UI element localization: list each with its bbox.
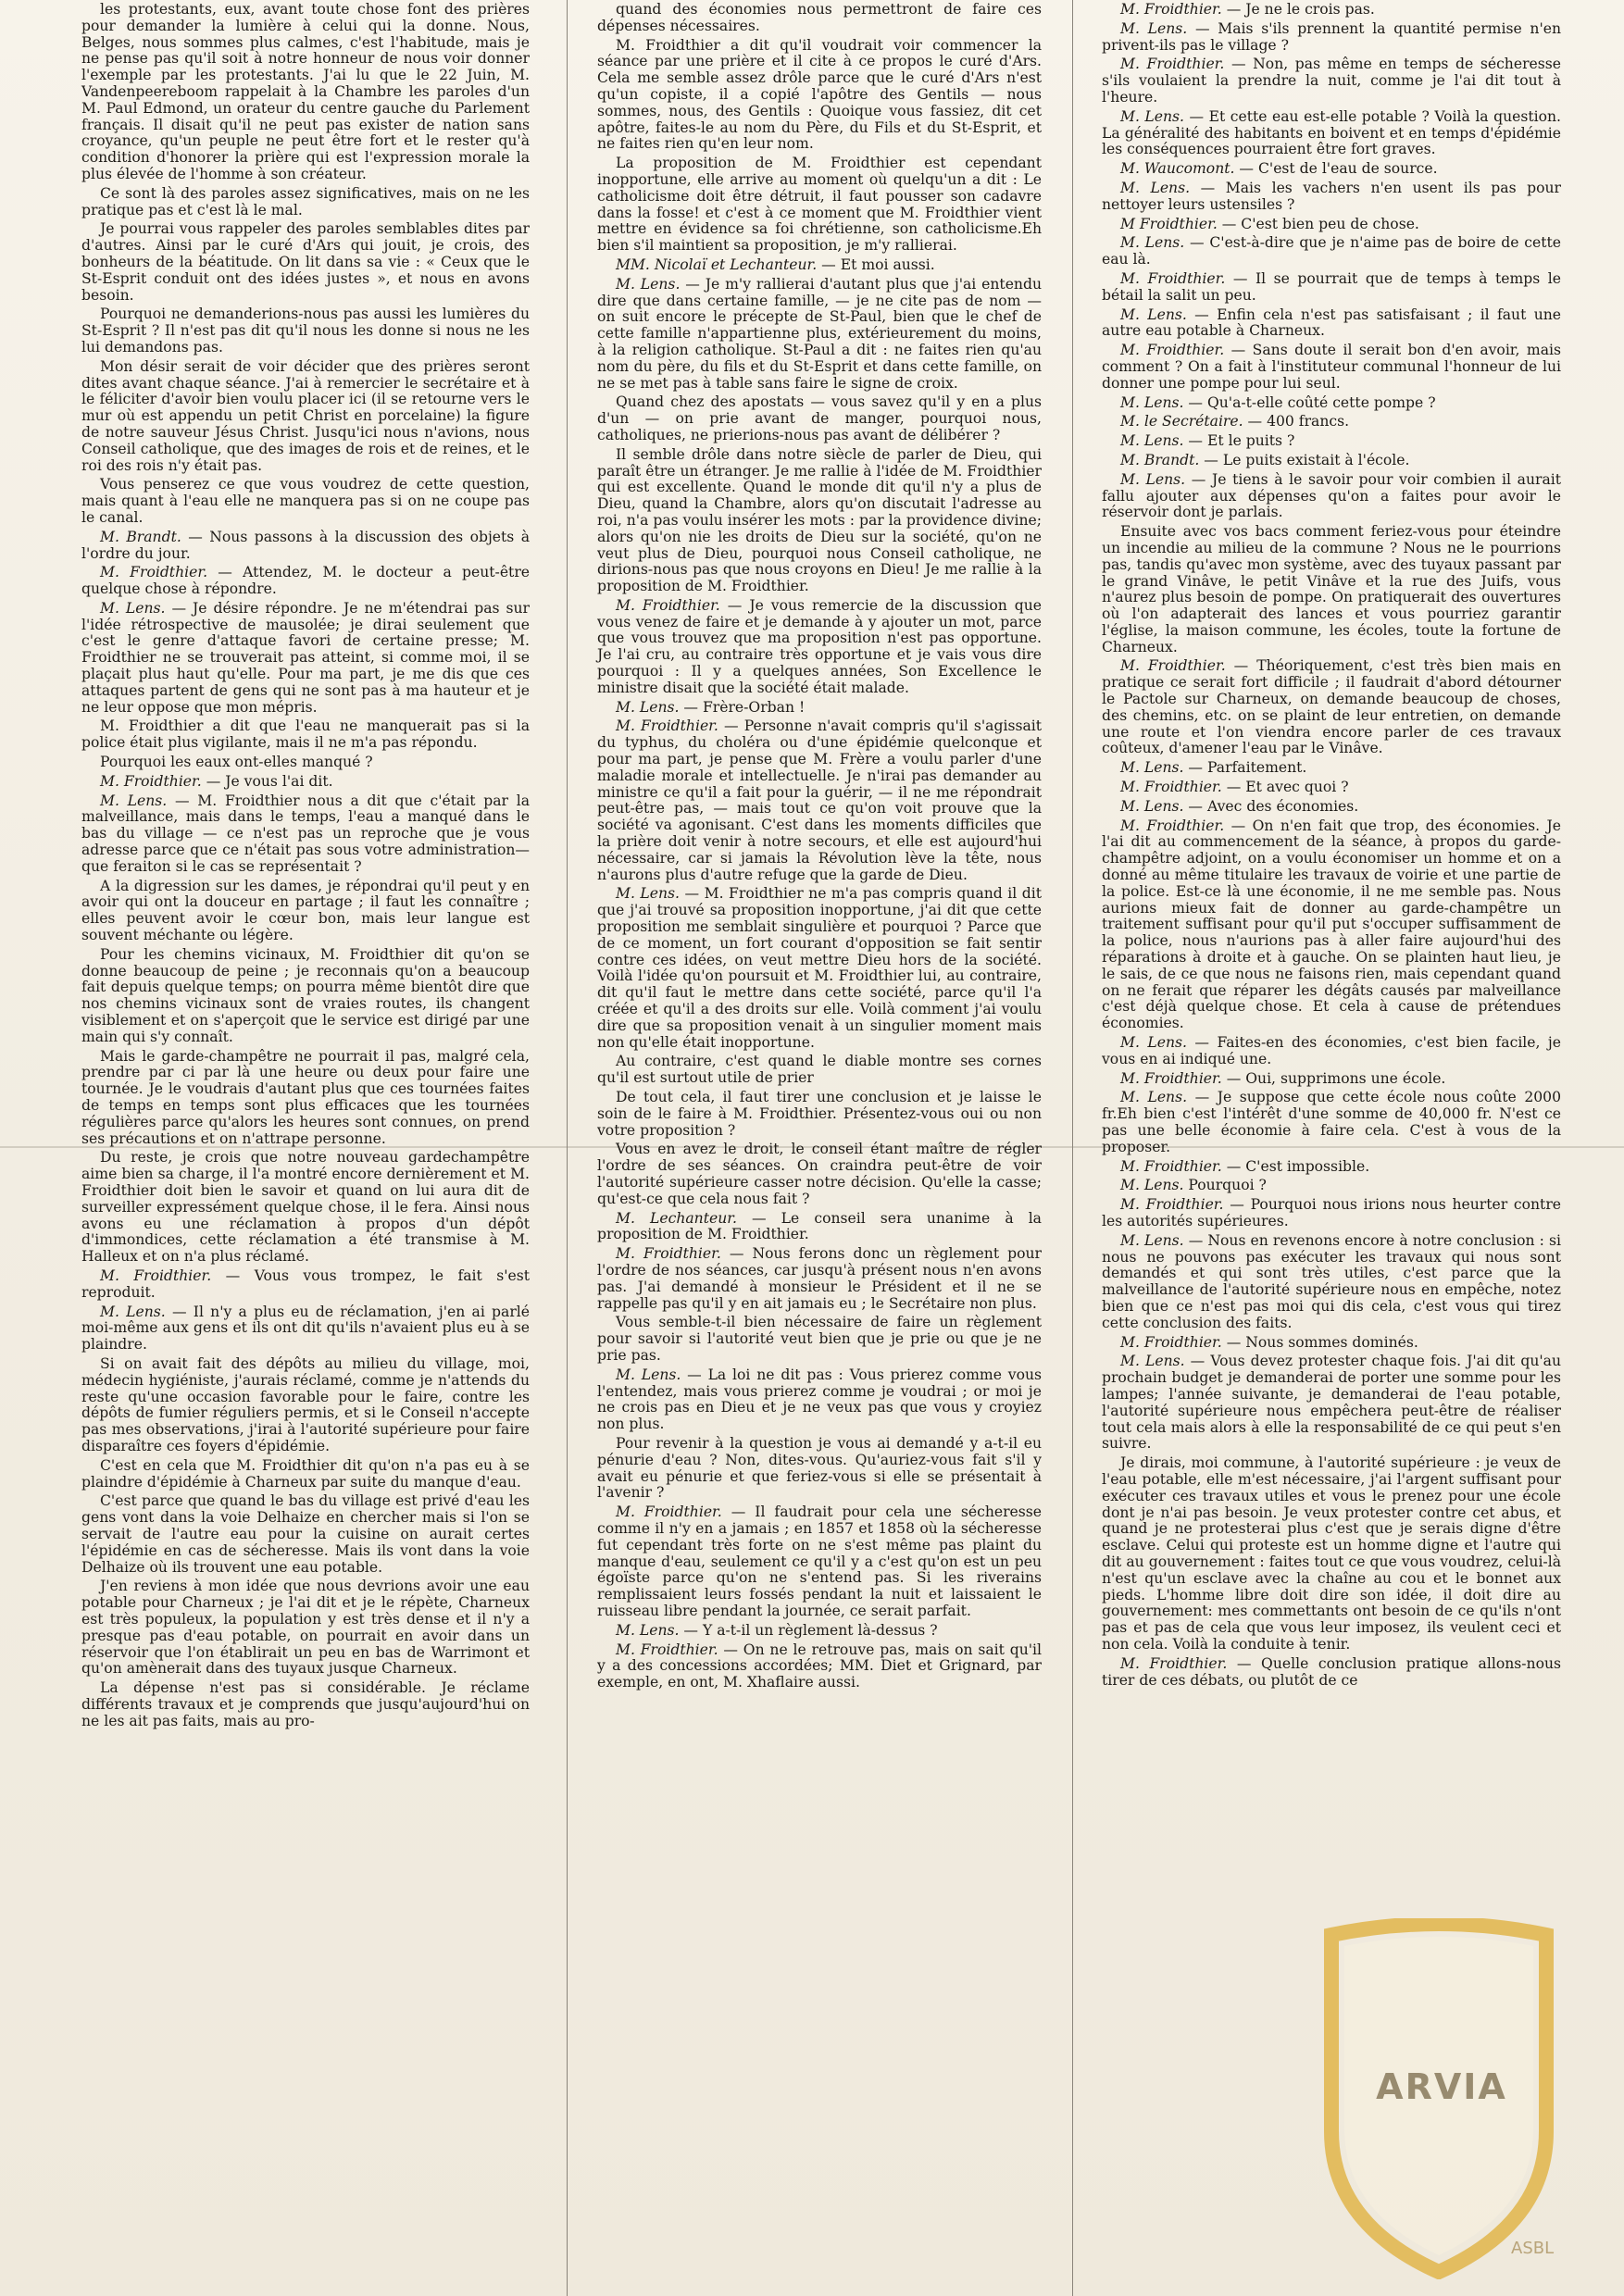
paragraph	[1102, 1071, 1561, 1088]
paragraph-text: — M. Froidthier nous a dit que c'était par la malveillance, mais dans le temps, l'eau a manqué dans le bas du village — ce n'est pas un reproche que je vous adresse parce que ce n'était pas sous votre administration—que feraiton si le cas se représentait ?	[81, 792, 531, 875]
paragraph	[1102, 343, 1561, 392]
paragraph	[81, 1458, 530, 1491]
paragraph-text: — C'est impossible.	[1221, 1157, 1370, 1175]
paragraph	[597, 394, 1042, 443]
paragraph-text: — Je vous remercie de la discussion que vous venez de faire et je demande à y ajouter un mot, parce que vous trouvez que ma proposition n'est pas opportune. Je l'ai cru, au contraire très opportune et je vais vous dire pourquoi : Il y a quelques années, Son Excellence le ministre disait que la société était malade.	[597, 596, 1042, 696]
paragraph-text: Mais le garde-champêtre ne pourrait il pas, malgré cela, prendre par ci par là une heure ou deux pour faire une tournée. Je le voudrais d'autant plus que ces tournées faites de temps en temps sont plus efficaces que les tournées régulières parce qu'alors les heures sont connues, on prend ses précautions et on n'attrape personne.	[81, 1047, 530, 1147]
speaker-name: M. Lens.	[1120, 234, 1185, 252]
paragraph-text: — Frère-Orban !	[679, 698, 806, 716]
paragraph-text: — Oui, supprimons une école.	[1221, 1069, 1446, 1087]
paragraph	[597, 1246, 1042, 1312]
paragraph	[81, 1304, 530, 1354]
speaker-name: M. Lens.	[1120, 797, 1184, 815]
paragraph-text: — La loi ne dit pas : Vous prierez comme vous l'entendez, mais vous prierez comme je voudrai ; or moi je ne crois pas en Dieu et je ne veux pas que vous y croyiez non plus.	[597, 1366, 1043, 1433]
paragraph-text: — Je suppose que cette école nous coûte 2000 fr.Eh bien c'est l'intérêt d'une somme de 40,000 fr. N'est ce pas une belle économie à faire cela. C'est à vous de la proposer.	[1102, 1089, 1561, 1155]
paragraph-text: — Parfaitement.	[1183, 759, 1307, 777]
paragraph-text: — Nous en revenons encore à notre conclusion : si nous ne pouvons pas exécuter les travaux qui nous sont demandés et qui sont très utiles, c'est parce que la malveillance de l'autorité supérieure nous en empêche, notez bien que ce n'est pas moi qui dis cela, c'est vous qui tirez cette conclusion des faits.	[1102, 1231, 1561, 1331]
speaker-name: M. Froidthier.	[100, 1267, 212, 1284]
paragraph	[1102, 760, 1561, 777]
paragraph-text: — Quelle conclusion pratique allons-nous tirer de ces débats, ou plutôt de ce	[1102, 1654, 1562, 1689]
speaker-name: M. Lens.	[1120, 1089, 1188, 1106]
paragraph	[1102, 307, 1561, 341]
paragraph-text: Pourquoi les eaux ont-elles manqué ?	[100, 754, 373, 771]
paragraph	[597, 277, 1042, 393]
paragraph	[1102, 780, 1561, 796]
speaker-name: M. Lens.	[1120, 759, 1184, 777]
arvia-logo-text: ARVIA	[1376, 2066, 1507, 2107]
speaker-name: M. Froidthier.	[616, 718, 718, 735]
paragraph-text: Vous en avez le droit, le conseil étant maître de régler l'ordre de ses séances. On craindra peut-être de voir l'autorité supérieure casser notre décision. Qu'elle la casse; qu'est-ce que cela nous fait ?	[597, 1141, 1042, 1207]
paragraph	[597, 1054, 1042, 1087]
paragraph	[81, 755, 530, 771]
paragraph	[597, 700, 1042, 717]
speaker-name: M. Lens.	[616, 698, 680, 716]
paragraph	[597, 38, 1042, 154]
paragraph	[81, 718, 530, 752]
speaker-name: M. Froidthier.	[616, 1504, 722, 1521]
paragraph-text: M. Froidthier a dit qu'il voudrait voir commencer la séance par une prière et il cite à ce propos le curé d'Ars. Cela me semble assez drôle parce que le curé d'Ars n'est qu'un copiste, il a copié l'apôtre des Gentils — nous sommes, nous, des Gentils : Quoique vous fassiez, dit cet apôtre, faites-le au nom du Père, du Fils et du St-Esprit, et ne faites rien qu'en leur nom.	[597, 36, 1042, 153]
paragraph-text: De tout cela, il faut tirer une conclusion et je laisse le soin de le faire à M. Froidthier. Présentez-vous oui ou non votre proposition ?	[597, 1089, 1042, 1139]
paragraph	[1102, 453, 1561, 469]
paragraph-text: Pour revenir à la question je vous ai demandé y a-t-il eu pénurie d'eau ? Non, dites-vous. Qu'auriez-vous fait s'il y avait eu pénurie et que feriez-vous si elle se présentait à l'avenir ?	[597, 1434, 1042, 1502]
paragraph	[597, 1436, 1042, 1502]
paragraph-text: Pourquoi ne demanderions-nous pas aussi les lumières du St-Esprit ? Il n'est pas dit qu'il nous les donne si nous ne les lui demandons pas.	[81, 306, 530, 356]
paragraph-text: — Attendez, M. le docteur a peut-être quelque chose à répondre.	[81, 564, 531, 598]
speaker-name: M. Lens.	[1120, 1177, 1184, 1194]
speaker-name: M. Brandt.	[1120, 451, 1200, 468]
paragraph-text: — C'est-à-dire que je n'aime pas de boire de cette eau là.	[1102, 234, 1561, 268]
paragraph	[81, 1150, 530, 1266]
paragraph-text: C'est parce que quand le bas du village est privé d'eau les gens vont dans la voie Delhaize en chercher mais si l'on se servait de l'autre eau pour la cuisine on aurait certes l'épidémie en cas de sécheresse. Mais ils vont dans la voie Delhaize où ils trouvent une eau potable.	[81, 1492, 530, 1576]
speaker-name: M. Froidthier.	[1120, 1069, 1222, 1087]
paragraph	[1102, 799, 1561, 816]
paragraph-text: — Je désire répondre. Je ne m'étendrai pas sur l'idée rétrospective de mausolée; je dirai seulement que c'est le genre d'attaque favori de certaine presse; M. Froidthier ne se trouverait pas atteint, si comme moi, il se plaçait plus haut qu'elle. Pour ma part, je me dis que ces attaques partent de gens qui ne sont pas à ma hauteur et je ne leur oppose que mon mépris.	[81, 599, 530, 716]
paragraph-text: Pour les chemins vicinaux, M. Froidthier dit qu'on se donne beaucoup de peine ; je reconnais qu'on a beaucoup fait depuis quelque temps; on pourra même bientôt dire que nos chemins vicinaux sont de vraies routes, ils changent visiblement et on s'aperçoit que le service est dirigé par une main qui s'y connaît.	[81, 945, 530, 1045]
paragraph-text: — M. Froidthier ne m'a pas compris quand il dit que j'ai trouvé sa proposition inopportune, j'ai dit que cette proposition me semblait singulière et pourquoi ? Parce que de ce moment, un fort courant d'opposition se fait sentir contre ces idées, on veut mettre Dieu hors de la société. Voilà l'idée qu'on poursuit et M. Froidthier lui, au contraire, dit qu'il faut le mettre dans cette société, parce qu'il l'a créée et qu'il a des droits sur elle. Voilà comment j'ai voulu dire que sa proposition venait à un singulier moment mais non qu'elle était inopportune.	[597, 885, 1042, 1051]
speaker-name: MM. Nicolaï et Lechanteur.	[616, 256, 818, 273]
paragraph	[81, 2, 530, 183]
paragraph-text: M. Froidthier a dit que l'eau ne manquerait pas si la police était plus vigilante, mais il ne m'a pas répondu.	[81, 718, 530, 752]
paragraph	[597, 1315, 1042, 1364]
paragraph	[81, 774, 530, 791]
paragraph-text: — Nous passons à la discussion des objets à l'ordre du jour.	[81, 528, 530, 562]
paragraph	[81, 186, 530, 219]
paragraph	[1102, 1656, 1561, 1690]
paragraph	[597, 1367, 1042, 1433]
paragraph-text: — Théoriquement, c'est très bien mais en pratique ce serait fort difficile ; il faudrait d'abord détourner le Pactole sur Charneux, on demande beaucoup de choses, des chemins, etc. on se plaint de leur entretien, on demande une route et l'on viendra encore parler de ces travaux coûteux, d'amener l'eau par le Vinâve.	[1102, 657, 1561, 757]
paragraph	[1102, 235, 1561, 268]
paragraph-text: — Y a-t-il un règlement là-dessus ?	[679, 1621, 938, 1639]
paragraph	[1102, 56, 1561, 106]
speaker-name: M. Lens.	[1120, 393, 1184, 411]
speaker-name: M. Froidthier.	[1120, 779, 1222, 796]
paragraph-text: — C'est bien peu de chose.	[1217, 215, 1419, 232]
paragraph-text: — Le conseil sera unanime à la proposition de M. Froidthier.	[597, 1209, 1042, 1243]
paragraph	[1102, 1197, 1561, 1230]
speaker-name: M. Lens.	[100, 599, 166, 617]
paragraph	[1102, 1354, 1561, 1453]
paragraph	[597, 257, 1042, 274]
paragraph-text: — Non, pas même en temps de sécheresse s'ils voulaient la prendre la nuit, comme je l'ai dit tout à l'heure.	[1102, 56, 1561, 106]
speaker-name: M. Lechanteur.	[616, 1209, 737, 1227]
paragraph	[1102, 524, 1561, 655]
speaker-name: M. Waucomont.	[1120, 160, 1235, 178]
paragraph-text: — Nous sommes dominés.	[1221, 1333, 1418, 1351]
paragraph	[597, 598, 1042, 697]
paragraph-text: Quand chez des apostats — vous savez qu'il y en a plus d'un — on prie avant de manger, pourquoi nous, catholiques, ne prierions-nous pas avant de délibérer ?	[597, 393, 1042, 443]
speaker-name: M. Froidthier.	[100, 772, 202, 790]
paragraph	[81, 1356, 530, 1455]
speaker-name: M. Froidthier.	[1120, 657, 1226, 675]
paragraph	[1102, 161, 1561, 178]
paragraph	[81, 1578, 530, 1678]
paragraph	[597, 1504, 1042, 1620]
paragraph-text: Au contraire, c'est quand le diable montre ses cornes qu'il est surtout utile de prier	[597, 1053, 1042, 1087]
paragraph	[597, 886, 1042, 1051]
paragraph	[1102, 1233, 1561, 1332]
speaker-name: M. Lens.	[616, 1621, 680, 1639]
paragraph-text: — Il se pourrait que de temps à temps le bétail la salit un peu.	[1102, 269, 1562, 304]
paragraph	[1102, 2, 1561, 19]
speaker-name: M. Lens.	[100, 792, 168, 809]
paragraph	[597, 447, 1042, 595]
speaker-name: M. Lens.	[1120, 179, 1191, 196]
paragraph-text: Mon désir serait de voir décider que des prières seront dites avant chaque séance. J'ai à remercier le secrétaire et à le féliciter d'avoir bien voulu placer ici (il se retourne vers le mur où est appendu un petit Christ en porcelaine) la figure de notre sauveur Jésus Christ. Jusqu'ici nous n'avions, nous Conseil catholique, que des images de rois et de reines, et le roi des rois n'y était pas.	[81, 357, 530, 474]
paragraph	[1102, 1090, 1561, 1155]
paragraph	[1102, 818, 1561, 1032]
paragraph-text: — Et moi aussi.	[817, 256, 935, 273]
speaker-name: M. Froidthier.	[1120, 56, 1225, 73]
paragraph	[1102, 433, 1561, 450]
paragraph-text: Pourquoi ?	[1183, 1177, 1267, 1194]
paragraph-text: — Qu'a-t-elle coûté cette pompe ?	[1183, 393, 1436, 411]
speaker-name: M. Froidthier.	[1120, 1157, 1222, 1175]
paragraph	[1102, 109, 1561, 158]
speaker-name: M. Lens.	[1120, 1231, 1184, 1249]
asbl-label: ASBL	[1511, 2239, 1555, 2258]
paragraph-text: C'est en cela que M. Froidthier dit qu'on n'a pas eu à se plaindre d'épidémie à Charneux par suite du manque d'eau.	[81, 1456, 530, 1491]
paragraph	[81, 947, 530, 1046]
paragraph-text: — Je m'y rallierai d'autant plus que j'ai entendu dire que dans certaine famille, — je ne cite pas de nom — on suit encore le précepte de St-Paul, bien que le chef de cette famille n'appartienne plus, extérieurement du moins, à la religion catholique. St-Paul a dit : ne faites rien qu'au nom du père, du fils et du St-Esprit et dans cette famille, on ne se met pas à table sans faire le signe de croix.	[597, 275, 1042, 392]
paragraph	[81, 1680, 530, 1729]
paragraph	[81, 601, 530, 717]
paragraph-text: Du reste, je crois que notre nouveau gardechampêtre aime bien sa charge, il l'a montré encore dernièrement et M. Froidthier doit bien le savoir et quand on lui aura dit de surveiller expressément quelque chose, il le fera. Ainsi nous avons eu une réclamation à propos d'un dépôt d'immondices, cette réclamation a été transmise à M. Halleux et on n'a plus réclamé.	[81, 1149, 530, 1266]
column-rule	[567, 0, 568, 2296]
paragraph	[81, 793, 530, 876]
speaker-name: M. Froidthier.	[1120, 342, 1225, 359]
speaker-name: M. Lens.	[1120, 107, 1185, 125]
paragraph-text: — Et cette eau est-elle potable ? Voilà la question. La généralité des habitants en boivent et en temps d'épidémie les conséquences pourraient être fort graves.	[1102, 107, 1562, 158]
speaker-name: M. Froidthier.	[100, 564, 208, 581]
paragraph-text: — On ne le retrouve pas, mais on sait qu'il y a des concessions accordées; MM. Diet et Grignard, par exemple, en ont, M. Xhaflaire aussi.	[597, 1641, 1043, 1691]
paragraph-text: — Je ne le crois pas.	[1221, 1, 1375, 18]
paragraph-text: Vous semble-t-il bien nécessaire de faire un règlement pour savoir si l'autorité veut bien que je prie ou que je ne prie pas.	[597, 1314, 1042, 1364]
paragraph	[1102, 1455, 1561, 1653]
paragraph	[1102, 1178, 1561, 1194]
paragraph-text: — On n'en fait que trop, des économies. Je l'ai dit au commencement de la séance, à propos du garde-champêtre adjoint, on a voulu économiser un homme et on a donné au même titulaire les travaux de voirie et une partie de la police. Est-ce là une économie, il ne me semble pas. Nous aurions mieux fait de donner au garde-champêtre un traitement suffisant pour qu'il put s'occuper suffisamment de la police, nous n'aurions pas à aller faire aujourd'hui des réparations à droite et à gauche. On se plainten haut lieu, je le sais, de ce que nous ne faisons rien, mais cependant quand on ne ferait que réparer les dégâts causés par malveillance c'est déjà quelque chose. Et cela à cause de prétendues économies.	[1102, 817, 1562, 1032]
paragraph-text: Ensuite avec vos bacs comment feriez-vous pour éteindre un incendie au milieu de la commune ? Nous ne le pourrions pas, tandis qu'avec mon système, avec des tuyaux passant par le grand Vinâve, le petit Vinâve et la rue des Juifs, vous n'aurez plus besoin de pompe. On pratiquerait des ouvertures où l'on adapterait des lances et vous pourriez garantir l'église, la maison commune, les écoles, toute la fortune de Charneux.	[1102, 523, 1561, 655]
paragraph-text: — Le puits existait à l'école.	[1199, 451, 1410, 468]
speaker-name: M. Lens.	[616, 1366, 681, 1383]
paragraph	[1102, 472, 1561, 521]
paragraph-text: — Personne n'avait compris qu'il s'agissait du typhus, du choléra ou d'une épidémie quelconque et pour ma part, je pense que M. Frère a voulu parler d'une maladie morale et intellectuelle. Je n'irai pas demander au ministre ce qu'il a fait pour la guérir, — il ne me répondrait peut-être pas, — mais tout ce qu'on voit prouve que la société va agonisant. C'est dans les moments difficiles que la prière doit venir à notre secours, et elle est aujourd'hui nécessaire, car si jamais la Révolution lève la tête, nous n'aurons plus d'autre refuge que la garde de Dieu.	[597, 718, 1043, 883]
speaker-name: M. Froidthier.	[1120, 1654, 1228, 1672]
paragraph	[597, 1090, 1042, 1139]
speaker-name: M. Lens.	[616, 885, 681, 903]
paragraph-text: Je pourrai vous rappeler des paroles semblables dites par d'autres. Ainsi par le curé d'Ars qui jouit, je crois, des bonheurs de la béatitude. On lit dans sa vie : « Ceux que le St-Esprit conduit ont des idées justes », et nous en avons besoin.	[81, 220, 530, 304]
paragraph-text: — Vous vous trompez, le fait s'est reproduit.	[81, 1267, 530, 1301]
paragraph-text: — C'est de l'eau de source.	[1234, 160, 1438, 178]
paragraph	[81, 477, 530, 526]
paragraph-text: — 400 francs.	[1243, 413, 1350, 430]
paragraph	[81, 879, 530, 944]
paragraph	[81, 565, 530, 598]
paragraph	[597, 1642, 1042, 1691]
paragraph	[1102, 217, 1561, 233]
speaker-name: M. Lens.	[1120, 19, 1188, 37]
paragraph-text: — Je tiens à le savoir pour voir combien il aurait fallu ajouter aux dépenses qu'on a faites pour avoir le réservoir dont je parlais.	[1102, 470, 1561, 521]
paragraph-text: — Il faudrait pour cela une sécheresse comme il n'y en a jamais ; en 1857 et 1858 où la sécheresse fut cependant très forte on ne s'est même pas plaint du manque d'eau, seulement ce qu'il y a c'est qu'on est un peu égoïste parce qu'on ne s'entend pas. Si les riverains remplissaient leurs fossés pendant la nuit et laissaient le ruisseau libre pendant la journée, ce serait parfait.	[597, 1504, 1043, 1619]
paragraph-text: A la digression sur les dames, je répondrai qu'il peut y en avoir qui ont la douceur en partage ; il faut les connaître ; elles peuvent avoir le cœur bon, mais leur langue est souvent méchante ou légère.	[81, 877, 530, 944]
paragraph	[597, 1142, 1042, 1207]
paragraph	[1102, 395, 1561, 412]
paragraph-text: les protestants, eux, avant toute chose font des prières pour demander la lumière à celui qui la donne. Nous, Belges, nous sommes plus calmes, c'est l'habitude, mais je ne pense pas qu'il soit à notre honneur de nous voir donner l'exemple par les protestants. J'ai lu que le 22 Juin, M. Vandenpeereboom rappelait à la Chambre les paroles d'un M. Paul Edmond, un orateur du centre gauche du Parlement français. Il disait qu'il ne peut pas exister de nation sans croyance, qu'un peuple ne peut être fort et le rester qu'à condition d'honorer la prière qui est l'expression morale la plus élevée de l'homme à son créateur.	[81, 1, 530, 182]
column-2	[588, 0, 1051, 2296]
paragraph-text: Il semble drôle dans notre siècle de parler de Dieu, qui paraît être un étranger. Je me rallie à l'idée de M. Froidthier qui est excellente. Quand le monde dit qu'il n'y a plus de Dieu, quand la Chambre, alors qu'on discutait l'adresse au roi, n'a pas voulu insérer les mots : par la providence divine; alors qu'on nie les droits de Dieu sur la société, qu'on ne veut plus de Dieu, pourquoi nous Conseil catholique, ne dirions-nous pas que nous croyons en Dieu! Je me rallie à la proposition de M. Froidthier.	[597, 445, 1042, 595]
paragraph-text: — Mais les vachers n'en usent ils pas pour nettoyer leurs ustensiles ?	[1102, 179, 1562, 213]
speaker-name: M. Froidthier.	[1120, 1196, 1224, 1214]
paragraph-text: — Je vous l'ai dit.	[201, 772, 333, 790]
paragraph	[597, 2, 1042, 35]
paragraph	[81, 1268, 530, 1302]
paragraph-text: — Enfin cela n'est pas satisfaisant ; il faut une autre eau potable à Charneux.	[1102, 306, 1562, 340]
speaker-name: M. Froidthier.	[616, 1245, 721, 1263]
paragraph	[81, 1049, 530, 1148]
paragraph	[1102, 271, 1561, 305]
paragraph	[81, 1493, 530, 1576]
paragraph	[1102, 658, 1561, 757]
paragraph-text: Si on avait fait des dépôts au milieu du village, moi, médecin hygiéniste, j'aurais réclamé, comme je n'attends du reste qu'une occasion favorable pour le faire, contre les dépôts de fumier réguliers permis, et si le Conseil n'accepte pas mes observations, j'irai à l'autorité supérieure pour faire disparaître ces foyers d'épidémie.	[81, 1354, 530, 1454]
speaker-name: M. le Secrétaire.	[1120, 413, 1243, 430]
speaker-name: M. Brandt.	[100, 528, 181, 545]
speaker-name: M. Froidthier.	[1120, 269, 1226, 287]
paragraph	[597, 1623, 1042, 1640]
paragraph	[1102, 21, 1561, 55]
paragraph	[1102, 414, 1561, 430]
paragraph-text: — Avec des économies.	[1183, 797, 1359, 815]
paragraph-text: — Et le puits ?	[1183, 432, 1295, 450]
paragraph	[81, 306, 530, 356]
paragraph-text: Vous penserez ce que vous voudrez de cette question, mais quant à l'eau elle ne manquera pas si on ne coupe pas le canal.	[81, 476, 530, 526]
paragraph	[1102, 1159, 1561, 1176]
paragraph	[597, 156, 1042, 255]
speaker-name: M. Lens.	[100, 1303, 166, 1320]
paragraph-text: — Sans doute il serait bon d'en avoir, mais comment ? On a fait à l'instituteur communal l'honneur de lui donner une pompe pour lui seul.	[1102, 342, 1562, 392]
paragraph-text: J'en reviens à mon idée que nous devrions avoir une eau potable pour Charneux ; je l'ai dit et je le répète, Charneux est très populeux, la population y est très dense et il n'y a presque pas d'eau potable, on pourrait en avoir dans un réservoir que l'on établirait un peu en bas de Warrimont et qu'on amènerait dans des tuyaux jusque Charneux.	[81, 1578, 530, 1678]
paragraph	[597, 718, 1042, 883]
column-1	[72, 0, 539, 2296]
paragraph	[1102, 1335, 1561, 1352]
paragraph-text: — Mais s'ils prennent la quantité permise n'en privent-ils pas le village ?	[1102, 19, 1562, 54]
speaker-name: M. Lens.	[1120, 432, 1184, 450]
speaker-name: M. Froidthier.	[1120, 1, 1222, 18]
column-rule	[1072, 0, 1073, 2296]
paragraph	[81, 530, 530, 563]
speaker-name: M. Froidthier.	[616, 1641, 718, 1658]
paragraph-text: quand des économies nous permettront de faire ces dépenses nécessaires.	[597, 1, 1042, 34]
speaker-name: M. Froidthier.	[1120, 1333, 1222, 1351]
speaker-name: M Froidthier.	[1120, 215, 1218, 232]
paragraph-text: Ce sont là des paroles assez significatives, mais on ne les pratique pas et c'est là le mal.	[81, 184, 530, 218]
speaker-name: M. Froidthier.	[1120, 817, 1225, 834]
paragraph	[81, 221, 530, 304]
paragraph	[597, 1211, 1042, 1244]
paragraph-text: — Vous devez protester chaque fois. J'ai dit qu'au prochain budget je demanderai de porter une somme pour les lampes; l'année suivante, je demanderai de l'eau potable, l'autorité supérieure nous empêchera peut-être de réaliser tout cela mais alors à elle la responsabilité de ce qui peut s'en suivre.	[1102, 1353, 1561, 1453]
paragraph-text: — Il n'y a plus eu de réclamation, j'en ai parlé moi-même aux gens et ils ont dit qu'ils n'avaient plus eu à se plaindre.	[81, 1303, 530, 1354]
paragraph-text: — Faites-en des économies, c'est bien facile, je vous en ai indiqué une.	[1102, 1034, 1561, 1067]
paragraph	[1102, 1035, 1561, 1068]
speaker-name: M. Lens.	[1120, 1034, 1187, 1052]
speaker-name: M. Lens.	[1120, 1353, 1185, 1370]
speaker-name: M. Froidthier.	[616, 596, 720, 614]
paragraph-text: La proposition de M. Froidthier est cependant inopportune, elle arrive au moment où quelqu'un a dit : Le catholicisme doit être détruit, il faut pousser son cadavre dans la fosse! et c'est à ce moment que M. Froidthier vient mettre en évidence sa foi chrétienne, son catholicisme.Eh bien s'il maintient sa proposition, je m'y rallierai.	[597, 155, 1042, 255]
paragraph-text: La dépense n'est pas si considérable. Je réclame différents travaux et je comprends que jusqu'aujourd'hui on ne les ait pas faits, mais au pro-	[81, 1679, 530, 1729]
speaker-name: M. Lens.	[1120, 306, 1187, 323]
paragraph-text: — Pourquoi nous irions nous heurter contre les autorités supérieures.	[1102, 1196, 1562, 1229]
paragraph-text: — Et avec quoi ?	[1221, 779, 1349, 796]
paragraph	[1102, 181, 1561, 214]
speaker-name: M. Lens.	[616, 275, 681, 293]
speaker-name: M. Lens.	[1120, 470, 1186, 488]
paragraph-text: Je dirais, moi commune, à l'autorité supérieure : je veux de l'eau potable, elle m'est nécessaire, j'ai l'argent suffisant pour exécuter ces travaux utiles et vous le prenez pour une école dont je n'ai pas besoin. Je veux protester contre cet abus, et quand je ne protesterai plus c'est que je serais digne d'être esclave. Celui qui proteste est un homme digne et l'autre qui dit au gouvernement : faites tout ce que vous voudrez, celui-là n'est qu'un esclave avec la chaîne au cou et le bonnet aux pieds. L'homme libre doit dire son idée, il doit dire au gouvernement: mes commettants ont besoin de ce qu'ils n'ont pas et pas de cela que vous leur imposez, ils veulent ceci et non cela. Voilà la conduite à tenir.	[1102, 1454, 1561, 1653]
paragraph-text: — Nous ferons donc un règlement pour l'ordre de nos séances, car jusqu'à présent nous n'en avons pas. J'ai demandé à monsieur le Président et il ne se rappelle pas qu'il y en ait jamais eu ; le Secrétaire non plus.	[597, 1245, 1042, 1312]
paragraph	[81, 359, 530, 475]
